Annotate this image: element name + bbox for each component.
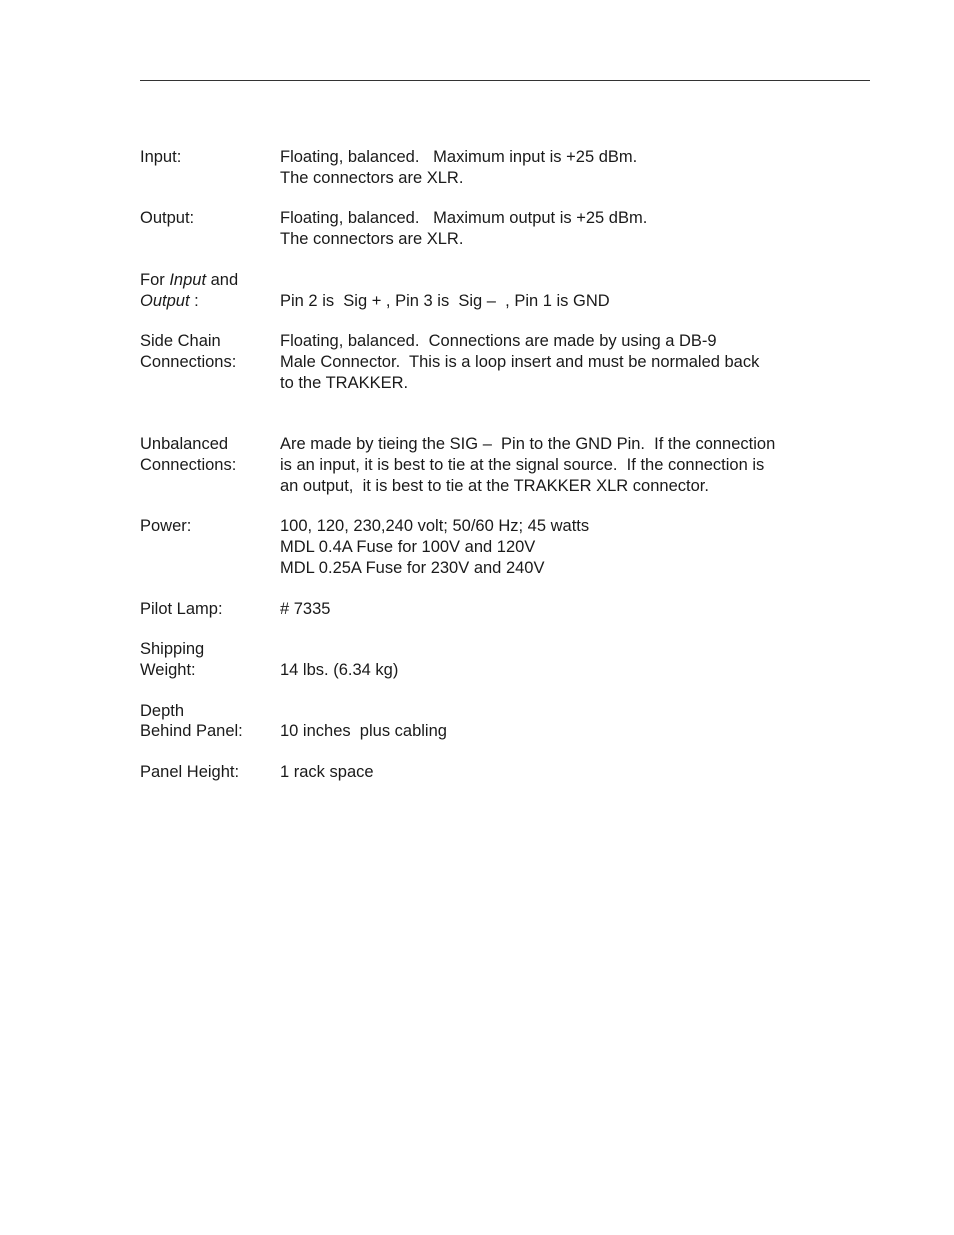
spec-value-line: 14 lbs. (6.34 kg) — [280, 660, 399, 679]
spec-row-panel-height — [140, 762, 840, 783]
header-rule — [140, 80, 870, 81]
spec-label-line: Weight: — [140, 660, 196, 679]
spec-row-pinout — [140, 270, 840, 311]
spec-value — [280, 434, 840, 496]
spec-value-line-spacer — [280, 639, 840, 660]
spec-row-input — [140, 147, 840, 188]
spec-value-line: 1 rack space — [280, 763, 374, 782]
spec-label-line: Depth — [140, 701, 185, 720]
spec-row-depth — [140, 701, 840, 742]
spec-value-line-spacer — [280, 701, 840, 722]
spec-label-line: Output: — [140, 209, 195, 228]
label-text: : — [189, 291, 199, 310]
spec-value — [280, 516, 840, 578]
label-italic-input: Input — [169, 270, 207, 289]
spec-label — [140, 762, 280, 783]
spec-row-pilot-lamp — [140, 599, 840, 620]
spec-row-unbalanced — [140, 434, 840, 496]
spec-label — [140, 434, 280, 496]
spec-value-line: MDL 0.25A Fuse for 230V and 240V — [280, 558, 545, 577]
spec-value — [280, 147, 840, 188]
spec-label-line — [140, 270, 280, 291]
spec-value — [280, 762, 840, 783]
spec-value-line: Floating, balanced. Maximum output is +25 dBm. — [280, 209, 648, 228]
spec-label — [140, 516, 280, 578]
spec-label — [140, 208, 280, 249]
spec-label-line — [140, 291, 280, 312]
label-text: and — [206, 270, 239, 289]
label-text: For — [140, 270, 170, 289]
spec-value-line-spacer — [280, 270, 840, 291]
spec-label-line: Connections: — [140, 456, 237, 475]
spec-label — [140, 147, 280, 188]
spec-row-side-chain — [140, 331, 840, 393]
spec-value — [280, 701, 840, 742]
spec-label-line: Shipping — [140, 640, 205, 659]
spec-value-line: Pin 2 is Sig + , Pin 3 is Sig – , Pin 1 is GND — [280, 291, 610, 310]
spec-value-line: is an input, it is best to tie at the signal source. If the connection is — [280, 456, 765, 475]
spec-value — [280, 639, 840, 680]
spec-label — [140, 270, 280, 311]
spec-label — [140, 599, 280, 620]
spec-label-line: Panel Height: — [140, 763, 240, 782]
spec-value-line: 100, 120, 230,240 volt; 50/60 Hz; 45 watts — [280, 517, 590, 536]
spec-value-line: Male Connector. This is a loop insert and must be normaled back — [280, 352, 760, 371]
spec-value-line: to the TRAKKER. — [280, 373, 409, 392]
spec-row-power — [140, 516, 840, 578]
spec-label — [140, 331, 280, 393]
spec-label-line: Behind Panel: — [140, 722, 243, 741]
spec-value-line: The connectors are XLR. — [280, 230, 464, 249]
specifications-list — [140, 147, 840, 803]
spec-label-line: Power: — [140, 517, 192, 536]
spec-value-line: MDL 0.4A Fuse for 100V and 120V — [280, 538, 536, 557]
spec-value-line: an output, it is best to tie at the TRAKKER XLR connector. — [280, 476, 709, 495]
spec-value-line: 10 inches plus cabling — [280, 722, 447, 741]
spec-label — [140, 701, 280, 742]
spec-label-line: Connections: — [140, 352, 237, 371]
spec-value-line: The connectors are XLR. — [280, 168, 464, 187]
spec-row-shipping-weight — [140, 639, 840, 680]
spec-value-line: Floating, balanced. Maximum input is +25 dBm. — [280, 148, 638, 166]
spec-value — [280, 208, 840, 249]
spec-label-line: Unbalanced — [140, 435, 229, 454]
spec-value — [280, 331, 840, 393]
spec-value — [280, 599, 840, 620]
label-italic-output: Output — [140, 291, 190, 310]
spec-row-output — [140, 208, 840, 249]
spec-value-line: Floating, balanced. Connections are made by using a DB-9 — [280, 332, 717, 351]
spec-value-line: # 7335 — [280, 599, 331, 618]
spec-label-line: Side Chain — [140, 332, 221, 351]
spec-label-line: Input: — [140, 148, 182, 166]
spec-label-line: Pilot Lamp: — [140, 599, 223, 618]
spec-value — [280, 270, 840, 311]
spec-value-line: Are made by tieing the SIG – Pin to the GND Pin. If the connection — [280, 435, 776, 454]
spec-label — [140, 639, 280, 680]
